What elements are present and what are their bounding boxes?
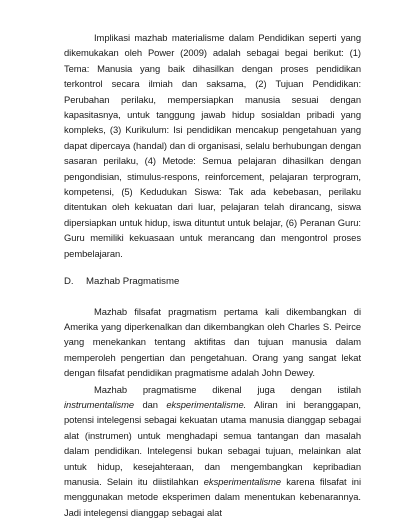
document-page bbox=[64, 30, 361, 520]
section-number: D. bbox=[64, 276, 74, 288]
spacer bbox=[64, 290, 361, 304]
paragraph-pragmatism-terms bbox=[64, 382, 361, 520]
text-run: Mazhab pragmatisme dikenal juga dengan istilah bbox=[94, 383, 361, 395]
term-instrumentalisme: instrumentalisme bbox=[64, 398, 135, 410]
term-eksperimentalisme: eksperimentalisme. bbox=[166, 398, 247, 410]
paragraph-materialism-implications: Implikasi mazhab materialisme dalam Pendidikan seperti yang dikemukakan oleh Power (2009) adalah sebagai begai berikut: (1) Tema: Manusia yang baik dihasilkan dengan proses pendidikan terkontrol secara ilmiah dan saksama, (2) Tujuan Pendidikan: Perubahan perilaku, mempersiapkan manusia sesuai dengan kapasitasnya, untuk tanggung jawab hidup sosialdan pribadi yang kompleks, (3) Kurikulum: Isi pendidikan mencakup pengetahuan yang dapat dipercaya (handal) dan di organisasi, selalu berhubungan dengan sasaran perilaku, (4) Metode: Semua pelajaran dihasilkan dengan pengondisian, stimulus-respons, reinforcement, pelajaran terprogram, kompetensi, (5) Kedudukan Siswa: Tak ada kebebasan, perilaku ditentukan oleh kekuatan dari luar, pelajaran telah dirancang, siswa dipersiapkan untuk hidup, iswa dituntut untuk belajar, (6) Peranan Guru: Guru memiliki kekuasaan untuk merancang dan mengontrol proses pembelajaran. bbox=[64, 32, 361, 259]
section-title: Mazhab Pragmatisme bbox=[86, 276, 180, 288]
paragraph-pragmatism-intro: Mazhab filsafat pragmatism pertama kali dikembangkan di Amerika yang diperkenalkan dan dikembangkan oleh Charles S. Peirce yang menekankan tentang aktifitas dan tujuan manusia dalam memperoleh pengertian dan pengetahuan. Orang yang sangat lekat dengan filsafat pendidikan pragmatisme adalah John Dewey. bbox=[64, 305, 361, 379]
spacer bbox=[64, 261, 361, 274]
text-run: dan bbox=[134, 398, 167, 410]
text-run: karena filsafat ini menggunakan metode eksperimen dalam menentukan kebenarannya. Jadi intelegensi dianggap sebagai alat bbox=[64, 475, 361, 518]
text-run: Aliran ini beranggapan, potensi intelegensi sebagai kekuatan utama manusia dianggap sebagai alat (instrumen) untuk menghadapi semua tantangan dan masalah dalam pendidikan. Intelegensi bukan sebagai tujuan, melainkan alat untuk hidup, kesejahteraan, dan mengembangkan kepribadian manusia. Selain itu diistilahkan bbox=[64, 398, 361, 487]
term-eksperimentalisme-2: eksperimentalisme bbox=[203, 475, 282, 487]
section-heading bbox=[64, 274, 361, 289]
